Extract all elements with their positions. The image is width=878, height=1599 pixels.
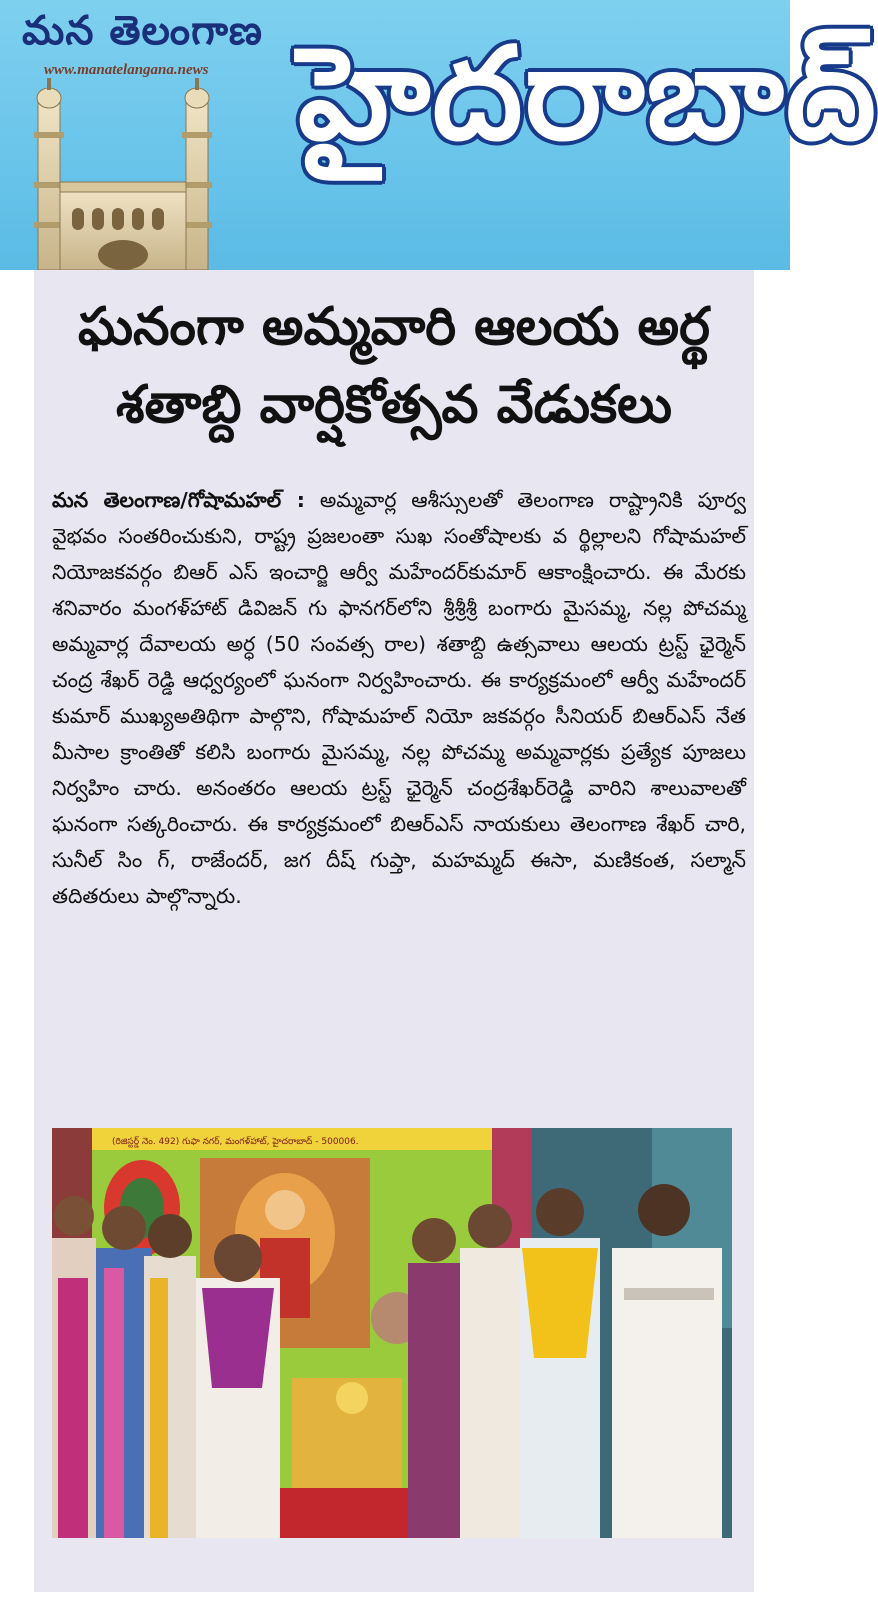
- article-dateline: మన తెలంగాణ/గోషామహల్ :: [52, 488, 305, 512]
- charminar-icon: [28, 72, 218, 270]
- logo-text: మన తెలంగాణ: [22, 8, 263, 54]
- headline-line-1: ఘనంగా అమ్మవారి ఆలయ అర్థ: [78, 297, 710, 357]
- section-title: హైదరాబాద్: [298, 20, 878, 169]
- newspaper-logo: [22, 8, 263, 64]
- masthead-banner: [0, 0, 878, 270]
- logo-url: www.manatelangana.news: [44, 62, 209, 78]
- news-article: [34, 270, 754, 1592]
- article-headline: [34, 288, 754, 444]
- headline-line-2: శతాబ్ది వార్షికోత్సవ వేడుకలు: [115, 375, 673, 435]
- article-body: [52, 482, 746, 914]
- photo-banner-text: (రిజిస్టర్డ్ నెం. 492) గుఫా నగర్, మంగళ్‌హాట్, హైదరాబాద్ - 500006.: [112, 1137, 359, 1147]
- event-photo: [52, 1128, 732, 1538]
- article-body-text: అమ్మవార్ల ఆశీస్సులతో తెలంగాణ రాష్ట్రానికి పూర్వ వైభవం సంతరించుకుని, రాష్ట్ర ప్రజలంతా సుఖ సంతోషాలకు వ ర్థిల్లాలని గోషామహల్ నియోజకవర్గం బిఆర్ ఎస్ ఇంచార్జి ఆర్వీ మహేందర్‌కుమార్ ఆకాంక్షించారు. ఈ మేరకు శనివారం మంగళ్‌హాట్ డివిజన్ గు ఫానగర్‌లోని శ్రీశ్రీశ్రీ బంగారు మైసమ్మ, నల్ల పోచమ్మ అమ్మవార్ల దేవాలయ అర్ధ (50 సంవత్స రాల) శతాబ్ది ఉత్సవాలు ఆలయ ట్రస్ట్ ఛైర్మెన్ చంద్ర శేఖర్ రెడ్డి ఆధ్వర్యంలో ఘనంగా నిర్వహించారు. ఈ కార్యక్రమంలో ఆర్వీ మహేందర్ కుమార్ ముఖ్యఅతిథిగా పాల్గొని, గోషామహల్ నియో జకవర్గం సీనియర్ బిఆర్‌ఎస్ నేత మీసాల క్రాంతితో కలిసి బంగారు మైసమ్మ, నల్ల పోచమ్మ అమ్మవార్లకు ప్రత్యేక పూజలు నిర్వహిం చారు. అనంతరం ఆలయ ట్రస్ట్ ఛైర్మెన్ చంద్రశేఖర్‌రెడ్డి వారిని శాలువాలతో ఘనంగా సత్కరించారు. ఈ కార్యక్రమంలో బిఆర్‌ఎస్ నాయకులు తెలంగాణ శేఖర్ చారి, సునీల్ సిం గ్, రాజేందర్, జగ దీష్ గుప్తా, మహమ్మద్ ఈసా, మణికంత, సల్మాన్ తదితరులు పాల్గొన్నారు.: [52, 488, 746, 908]
